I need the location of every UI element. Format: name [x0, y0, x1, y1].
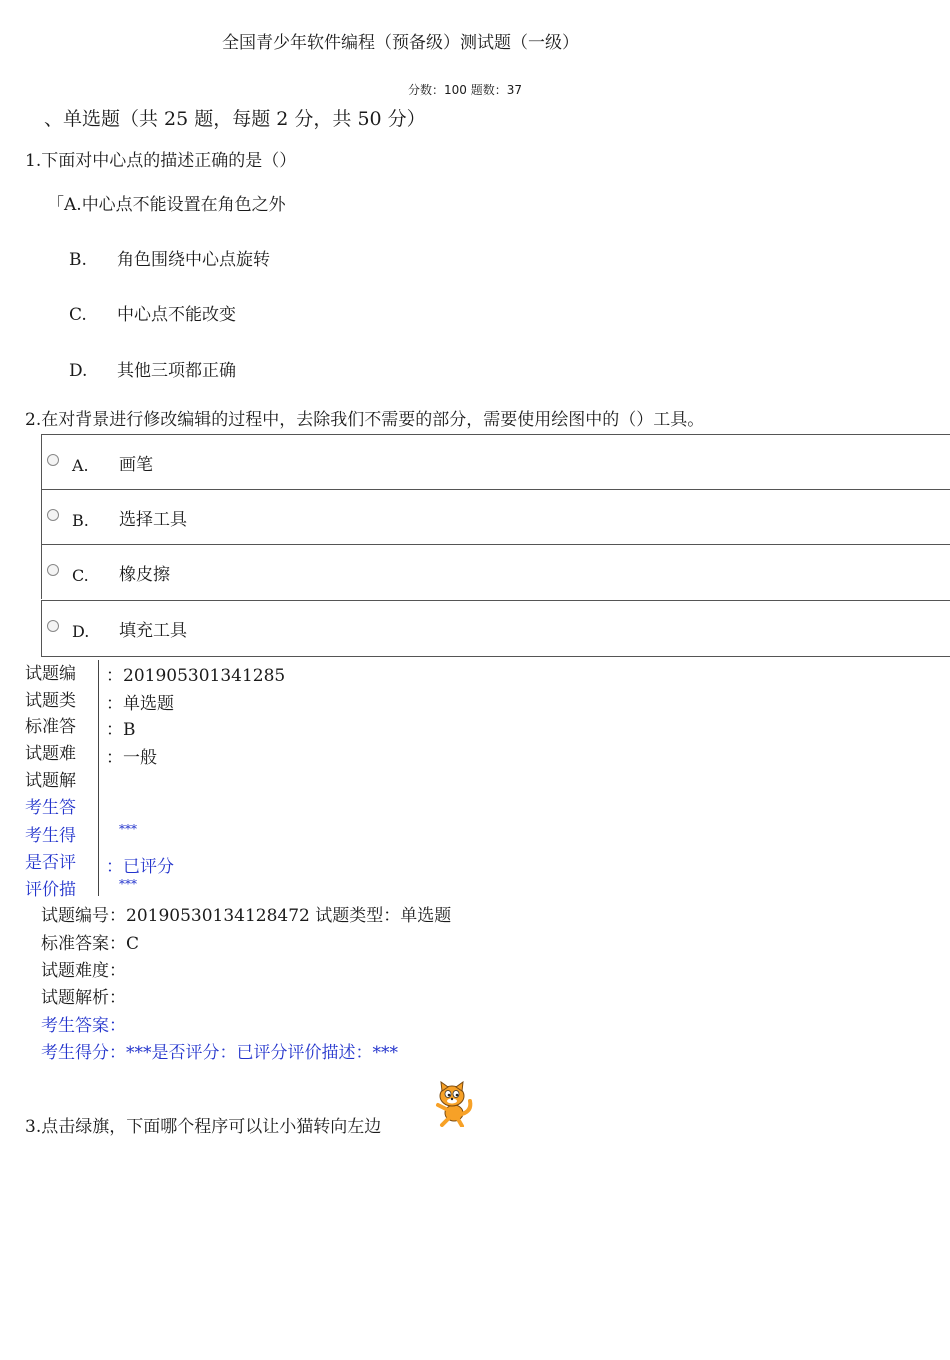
question-2: 2.在对背景进行修改编辑的过程中，去除我们不需要的部分，需要使用绘图中的（）工具。 — [25, 410, 705, 430]
meta-label-id: 试题编 — [25, 664, 76, 684]
radio-icon[interactable] — [47, 620, 59, 632]
q2-option-b[interactable] — [41, 489, 950, 544]
option-letter: C. — [72, 566, 89, 585]
meta-value-graded: ：已评分 — [106, 857, 174, 877]
meta-label-type: 试题类 — [25, 691, 76, 711]
q1-option-b[interactable] — [69, 245, 270, 270]
option-text: 选择工具 — [119, 510, 187, 530]
q2-option-d[interactable] — [41, 600, 950, 657]
info-line-5: 考生答案： — [41, 1016, 126, 1036]
option-letter: C. — [69, 305, 87, 325]
info-line-2: 标准答案：C — [41, 934, 140, 954]
option-letter: A. — [64, 195, 82, 215]
info-line-4: 试题解析： — [41, 988, 126, 1008]
meta-value-difficulty: ：一般 — [106, 748, 157, 768]
option-letter: D. — [69, 361, 88, 381]
option-text: 画笔 — [119, 455, 153, 475]
radio-icon[interactable] — [47, 509, 59, 521]
meta-label-answer: 标准答 — [25, 717, 76, 737]
option-letter: D. — [72, 622, 90, 641]
score-line: 分数：100 题数：37 — [408, 83, 522, 97]
info-line-3: 试题难度： — [41, 961, 126, 981]
option-text: 填充工具 — [119, 621, 187, 641]
info-line-6: 考生得分：***是否评分：已评分评价描述：*** — [41, 1043, 398, 1063]
option-text: 角色围绕中心点旋转 — [117, 250, 270, 270]
meta-label-student-score: 考生得 — [25, 826, 76, 846]
option-letter: B. — [72, 511, 89, 530]
option-text: 橡皮擦 — [119, 565, 170, 585]
meta-label-graded: 是否评 — [25, 853, 76, 873]
option-text: 中心点不能设置在角色之外 — [81, 195, 286, 215]
question-1: 1.下面对中心点的描述正确的是（） — [25, 151, 297, 171]
option-text: 其他三项都正确 — [117, 361, 236, 381]
q2-option-c[interactable] — [41, 544, 950, 599]
meta-label-student-answer: 考生答 — [25, 798, 76, 818]
q2-option-a[interactable] — [41, 434, 950, 489]
divider — [98, 660, 99, 896]
info-line-1: 试题编号：20190530134128472 试题类型：单选题 — [41, 906, 452, 926]
radio-icon[interactable] — [47, 454, 59, 466]
question-3: 3.点击绿旗，下面哪个程序可以让小猫转向左边 — [25, 1117, 382, 1137]
radio-icon[interactable] — [47, 564, 59, 576]
option-text: 中心点不能改变 — [117, 305, 236, 325]
q1-option-a[interactable] — [47, 190, 286, 215]
option-letter: A. — [72, 456, 89, 475]
option-letter: B. — [69, 250, 87, 270]
meta-value-id: ：201905301341285 — [106, 666, 286, 686]
section-heading: 、单选题（共 25 题，每题 2 分，共 50 分） — [44, 108, 426, 130]
meta-label-analysis: 试题解 — [25, 771, 76, 791]
scratch-cat-icon — [432, 1081, 476, 1127]
option-prefix: 「 — [47, 195, 64, 215]
meta-value-answer: ：B — [106, 720, 136, 740]
page-title: 全国青少年软件编程（预备级）测试题（一级） — [222, 33, 579, 53]
q1-option-c[interactable] — [69, 300, 236, 325]
meta-value-score: *** — [119, 822, 137, 836]
meta-label-difficulty: 试题难 — [25, 744, 76, 764]
meta-label-comment: 评价描 — [25, 880, 76, 900]
q1-option-d[interactable] — [69, 356, 236, 381]
meta-value-type: ：单选题 — [106, 694, 174, 714]
meta-value-comment: *** — [119, 877, 137, 891]
